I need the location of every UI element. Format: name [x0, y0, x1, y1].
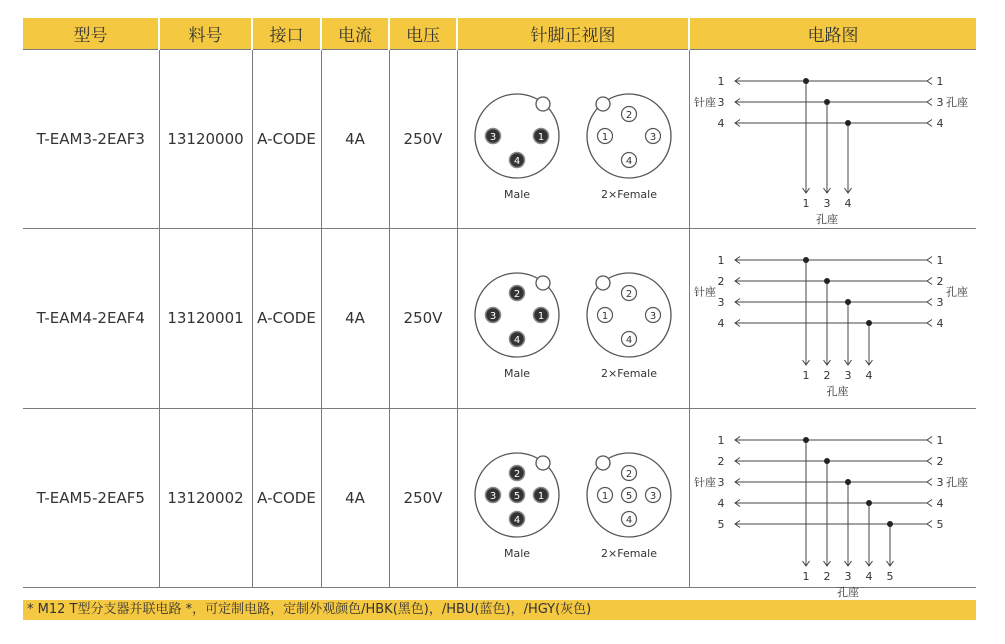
bottom-pin-number: 4 [844, 197, 851, 211]
male-pin-number: 2 [513, 289, 520, 301]
right-pin-number: 4 [936, 117, 943, 131]
female-label: 2×Female [600, 188, 657, 202]
female-key-notch [596, 276, 610, 290]
wire-arrow-right [927, 499, 932, 506]
male-pin-number: 2 [513, 468, 520, 480]
left-pin-number: 1 [717, 433, 724, 447]
voltage-cell: 250V [389, 229, 457, 408]
left-pin-number: 4 [717, 496, 724, 510]
pin-view-diagram [458, 410, 690, 586]
right-pin-number: 5 [936, 517, 943, 531]
male-label: Male [503, 367, 530, 381]
interface-cell: A-CODE [252, 408, 321, 587]
right-pin-number: 2 [936, 454, 943, 468]
bottom-pin-number: 3 [844, 369, 851, 383]
female-socket-number: 2 [625, 468, 632, 480]
header-voltage: 电压 [389, 18, 457, 50]
right-pin-number: 4 [936, 496, 943, 510]
right-port-label: 孔座 [945, 96, 968, 110]
left-port-label: 针座 [693, 475, 716, 489]
voltage-cell: 250V [389, 408, 457, 587]
table-row [23, 408, 976, 587]
female-socket-number: 1 [601, 490, 608, 502]
voltage-cell: 250V [389, 50, 457, 229]
wire-arrow-right [927, 278, 932, 285]
male-pin-number: 4 [513, 156, 520, 168]
right-pin-number: 1 [936, 75, 943, 89]
pin-view-diagram [458, 230, 690, 406]
wire-arrow-right [927, 120, 932, 127]
header-current: 电流 [321, 18, 389, 50]
female-socket-number: 1 [601, 132, 608, 144]
bottom-port-label: 孔座 [836, 585, 859, 599]
female-key-notch [596, 97, 610, 111]
bottom-pin-number: 1 [802, 369, 809, 383]
header-interface: 接口 [252, 18, 321, 50]
left-port-label: 针座 [693, 96, 716, 110]
female-label: 2×Female [600, 367, 657, 381]
junction-dot [887, 521, 893, 527]
header-pin-view: 针脚正视图 [457, 18, 689, 50]
header-part-no: 料号 [159, 18, 252, 50]
pin-view-cell [457, 229, 689, 408]
bottom-pin-number: 5 [886, 569, 893, 583]
right-pin-number: 1 [936, 433, 943, 447]
junction-dot [824, 458, 830, 464]
left-pin-number: 2 [717, 275, 724, 289]
pin-view-cell [457, 408, 689, 587]
model-cell: T-EAM4-2EAF4 [23, 229, 159, 408]
right-pin-number: 2 [936, 275, 943, 289]
female-socket-number: 3 [649, 490, 656, 502]
wire-arrow-right [927, 520, 932, 527]
table-row [23, 50, 976, 229]
bottom-pin-number: 3 [844, 569, 851, 583]
right-port-label: 孔座 [945, 475, 968, 489]
female-key-notch [596, 456, 610, 470]
male-label: Male [503, 188, 530, 202]
model-cell: T-EAM5-2EAF5 [23, 408, 159, 587]
current-cell: 4A [321, 229, 389, 408]
wire-arrow-right [927, 457, 932, 464]
male-key-notch [536, 276, 550, 290]
table-row [23, 229, 976, 408]
female-socket-number: 5 [625, 490, 632, 502]
circuit-cell [689, 229, 976, 408]
wire-arrow-right [927, 299, 932, 306]
pin-view-cell [457, 50, 689, 229]
male-pin-number: 3 [489, 132, 496, 144]
junction-dot [824, 99, 830, 105]
spec-table [23, 18, 976, 599]
wire-arrow-right [927, 478, 932, 485]
junction-dot [803, 257, 809, 263]
footer-note: * M12 T型分支器并联电路 *，可定制电路，定制外观颜色/HBK(黑色)，/HBU(蓝色)，/HGY(灰色) [23, 600, 976, 620]
wire-arrow-right [927, 436, 932, 443]
female-socket-number: 4 [625, 156, 632, 168]
left-pin-number: 2 [717, 454, 724, 468]
right-pin-number: 3 [936, 475, 943, 489]
male-key-notch [536, 97, 550, 111]
junction-dot [803, 437, 809, 443]
female-label: 2×Female [600, 546, 657, 560]
female-socket-number: 3 [649, 132, 656, 144]
left-pin-number: 4 [717, 317, 724, 331]
circuit-diagram [690, 51, 977, 227]
bottom-pin-number: 1 [802, 197, 809, 211]
male-pin-number: 1 [537, 311, 544, 323]
right-pin-number: 1 [936, 254, 943, 268]
female-socket-number: 3 [649, 311, 656, 323]
part-no-cell: 13120000 [159, 50, 252, 229]
female-socket-number: 4 [625, 514, 632, 526]
female-socket-number: 2 [625, 110, 632, 122]
pin-view-diagram [458, 51, 690, 227]
left-pin-number: 3 [717, 96, 724, 110]
bottom-pin-number: 1 [802, 569, 809, 583]
model-cell: T-EAM3-2EAF3 [23, 50, 159, 229]
male-pin-number: 1 [537, 490, 544, 502]
male-key-notch [536, 456, 550, 470]
circuit-diagram [690, 230, 977, 406]
bottom-pin-number: 2 [823, 369, 830, 383]
left-pin-number: 1 [717, 75, 724, 89]
current-cell: 4A [321, 50, 389, 229]
current-cell: 4A [321, 408, 389, 587]
wire-arrow-right [927, 257, 932, 264]
left-pin-number: 3 [717, 475, 724, 489]
wire-arrow-right [927, 320, 932, 327]
junction-dot [845, 299, 851, 305]
right-pin-number: 4 [936, 317, 943, 331]
junction-dot [824, 278, 830, 284]
bottom-pin-number: 4 [865, 369, 872, 383]
bottom-pin-number: 2 [823, 569, 830, 583]
circuit-cell [689, 408, 976, 599]
wire-arrow-right [927, 99, 932, 106]
header-model: 型号 [23, 18, 159, 50]
bottom-port-label: 孔座 [815, 213, 838, 227]
interface-cell: A-CODE [252, 229, 321, 408]
part-no-cell: 13120002 [159, 408, 252, 587]
male-pin-number: 4 [513, 514, 520, 526]
interface-cell: A-CODE [252, 50, 321, 229]
male-label: Male [503, 546, 530, 560]
right-pin-number: 3 [936, 96, 943, 110]
junction-dot [866, 320, 872, 326]
female-socket-number: 4 [625, 335, 632, 347]
left-pin-number: 3 [717, 296, 724, 310]
male-pin-number: 3 [489, 490, 496, 502]
male-pin-number: 5 [513, 490, 520, 502]
header-row [23, 18, 976, 50]
junction-dot [845, 120, 851, 126]
right-port-label: 孔座 [945, 285, 968, 299]
female-socket-number: 2 [625, 289, 632, 301]
circuit-diagram [690, 410, 977, 599]
part-no-cell: 13120001 [159, 229, 252, 408]
right-pin-number: 3 [936, 296, 943, 310]
junction-dot [866, 500, 872, 506]
left-port-label: 针座 [693, 285, 716, 299]
junction-dot [803, 78, 809, 84]
bottom-pin-number: 3 [823, 197, 830, 211]
male-pin-number: 4 [513, 335, 520, 347]
left-pin-number: 5 [717, 517, 724, 531]
circuit-cell [689, 50, 976, 229]
header-circuit: 电路图 [689, 18, 976, 50]
male-pin-number: 1 [537, 132, 544, 144]
male-pin-number: 3 [489, 311, 496, 323]
wire-arrow-right [927, 78, 932, 85]
left-pin-number: 4 [717, 117, 724, 131]
bottom-port-label: 孔座 [826, 385, 848, 399]
junction-dot [845, 479, 851, 485]
bottom-pin-number: 4 [865, 569, 872, 583]
left-pin-number: 1 [717, 254, 724, 268]
female-socket-number: 1 [601, 311, 608, 323]
